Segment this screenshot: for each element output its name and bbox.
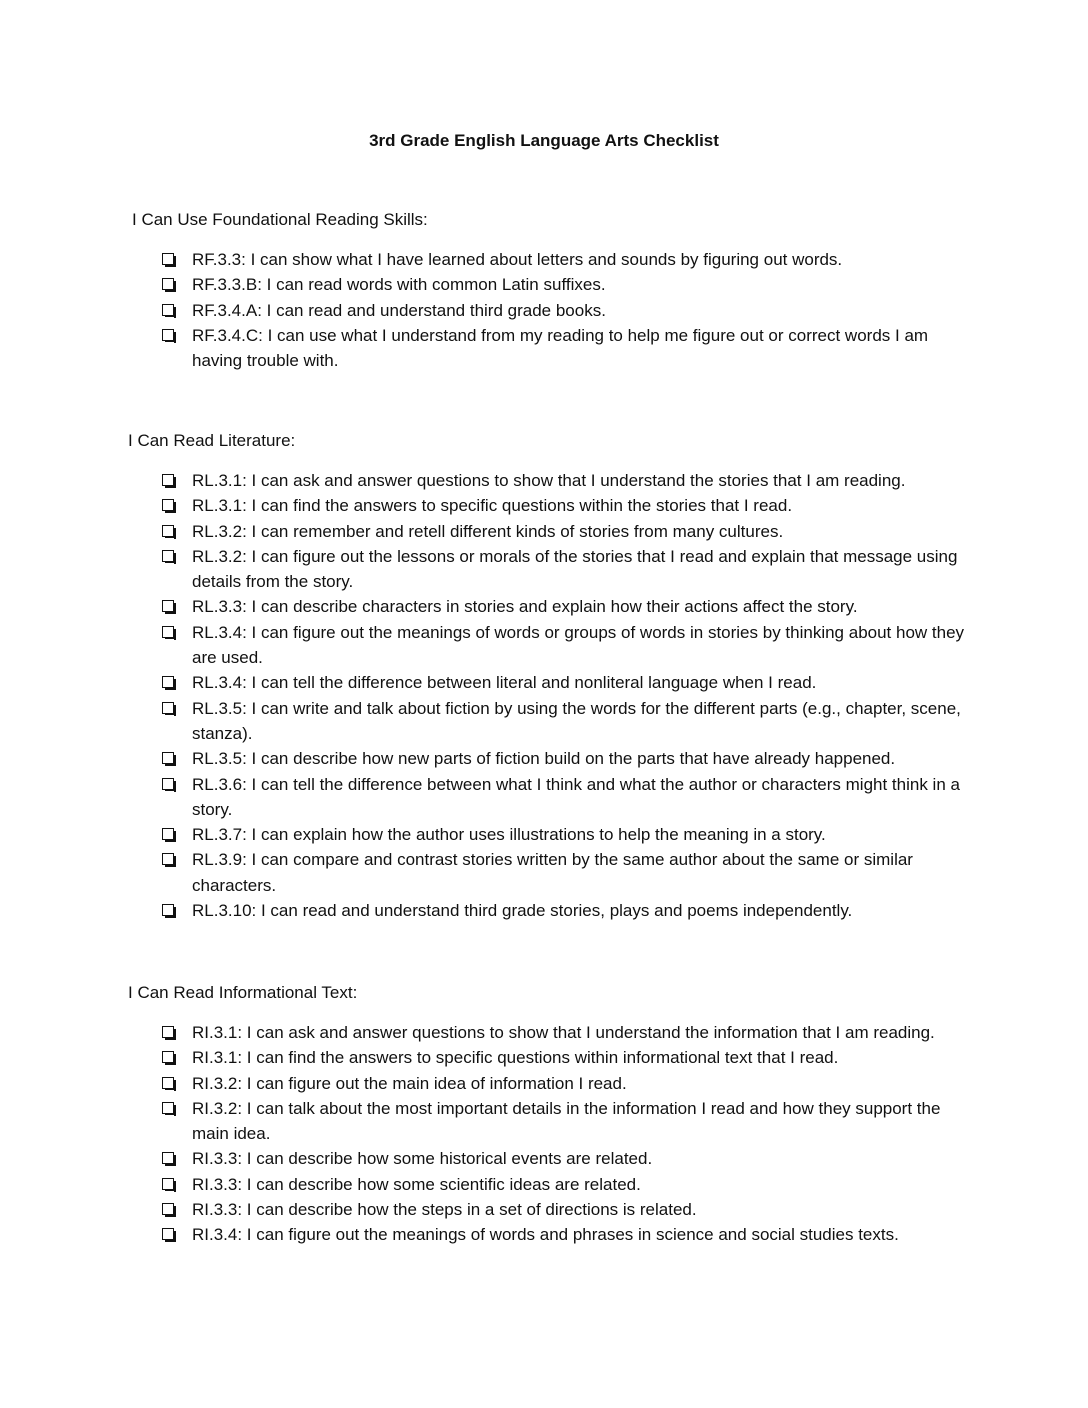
checklist-item-text: RI.3.1: I can ask and answer questions to show that I understand the information that I am reading.: [192, 1023, 935, 1042]
checkbox-icon[interactable]: [162, 904, 174, 916]
checkbox-icon[interactable]: [162, 778, 174, 790]
checklist-item: [128, 1020, 968, 1045]
checklist-item: [128, 696, 968, 747]
checkbox-icon[interactable]: [162, 626, 174, 638]
checklist-item: [128, 544, 968, 595]
checklist-item: [128, 1172, 968, 1197]
checklist-item: [128, 746, 968, 771]
checklist-item: [128, 594, 968, 619]
checklist: [128, 247, 968, 373]
checkbox-icon[interactable]: [162, 600, 174, 612]
checklist-item-text: RF.3.4.A: I can read and understand third grade books.: [192, 300, 606, 320]
checklist-item-text: RL.3.3: I can describe characters in stories and explain how their actions affect the story.: [192, 597, 858, 617]
checklist-item: [128, 620, 968, 671]
section-heading: I Can Read Literature:: [128, 431, 296, 450]
checkbox-icon[interactable]: [162, 676, 174, 688]
section-foundational-reading: [128, 207, 968, 373]
section-heading: I Can Read Informational Text:: [128, 983, 358, 1002]
checklist-item-text: RF.3.3.B: I can read words with common Latin suffixes.: [192, 275, 606, 295]
checkbox-icon[interactable]: [162, 1102, 174, 1114]
section-heading: I Can Use Foundational Reading Skills:: [132, 210, 428, 229]
checkbox-icon[interactable]: [162, 550, 174, 562]
checkbox-icon[interactable]: [162, 253, 174, 265]
checklist-item: [128, 468, 968, 493]
checkbox-icon[interactable]: [162, 329, 174, 341]
checkbox-icon[interactable]: [162, 474, 174, 486]
checkbox-icon[interactable]: [162, 752, 174, 764]
checklist-item-text: RI.3.3: I can describe how the steps in a set of directions is related.: [192, 1200, 697, 1220]
checklist: [128, 1020, 968, 1248]
checklist-item: [128, 1096, 968, 1147]
checklist-item-text: RL.3.10: I can read and understand third grade stories, plays and poems independently.: [192, 901, 853, 921]
checklist-item-text: RL.3.7: I can explain how the author uses illustrations to help the meaning in a story.: [192, 825, 826, 845]
checklist-item: [128, 1146, 968, 1171]
checklist-item: [128, 670, 968, 695]
checklist-item-text: RL.3.5: I can write and talk about fiction by using the words for the different parts (e.g., chapter, scene, stanza).: [192, 698, 961, 743]
checklist-item-text: RI.3.4: I can figure out the meanings of words and phrases in science and social studies texts.: [192, 1225, 899, 1245]
checkbox-icon[interactable]: [162, 1178, 174, 1190]
checklist-item-text: RI.3.3: I can describe how some scientific ideas are related.: [192, 1174, 641, 1194]
checkbox-icon[interactable]: [162, 1077, 174, 1089]
checklist-item: [128, 898, 968, 923]
checklist-item: [128, 1045, 968, 1070]
section-read-literature: [128, 428, 968, 923]
checkbox-icon[interactable]: [162, 1228, 174, 1240]
checkbox-icon[interactable]: [162, 278, 174, 290]
checkbox-icon[interactable]: [162, 525, 174, 537]
checklist-item: [128, 1071, 968, 1096]
checkbox-icon[interactable]: [162, 1152, 174, 1164]
checkbox-icon[interactable]: [162, 828, 174, 840]
checklist-item-text: RL.3.4: I can figure out the meanings of words or groups of words in stories by thinking about how they are used.: [192, 622, 965, 668]
checklist-item: [128, 298, 968, 323]
checkbox-icon[interactable]: [162, 1051, 174, 1063]
checklist-item-text: RF.3.4.C: I can use what I understand from my reading to help me figure out or correct words I am having trouble with.: [192, 325, 929, 371]
checkbox-icon[interactable]: [162, 304, 174, 316]
checklist-item: [128, 1222, 968, 1247]
checklist-item: [128, 847, 968, 898]
checklist-item: [128, 822, 968, 847]
checklist-item-text: RL.3.4: I can tell the difference between literal and nonliteral language when I read.: [192, 673, 817, 693]
checklist-item: [128, 772, 968, 823]
checklist-item: [128, 1197, 968, 1222]
checkbox-icon[interactable]: [162, 1203, 174, 1215]
checklist-item: [128, 272, 968, 297]
checklist-item-text: RL.3.6: I can tell the difference between what I think and what the author or characters might think in a story.: [192, 774, 960, 819]
checklist-item: [128, 323, 968, 374]
checklist-item-text: RL.3.5: I can describe how new parts of fiction build on the parts that have already happened.: [192, 749, 896, 769]
checklist-item-text: RL.3.9: I can compare and contrast stories written by the same author about the same or similar characters.: [192, 850, 913, 895]
checklist-item-text: RI.3.2: I can figure out the main idea of information I read.: [192, 1073, 627, 1093]
checklist-item-text: RI.3.3: I can describe how some historical events are related.: [192, 1149, 653, 1169]
checkbox-icon[interactable]: [162, 499, 174, 511]
checkbox-icon[interactable]: [162, 853, 174, 865]
checklist-item-text: RF.3.3: I can show what I have learned about letters and sounds by figuring out words.: [192, 250, 843, 269]
checklist-item-text: RL.3.1: I can ask and answer questions to show that I understand the stories that I am reading.: [192, 471, 906, 490]
document-title: 3rd Grade English Language Arts Checklist: [369, 131, 719, 150]
checklist-item: [128, 493, 968, 518]
checkbox-icon[interactable]: [162, 1026, 174, 1038]
checklist-item: [128, 247, 968, 272]
checklist-item-text: RL.3.1: I can find the answers to specific questions within the stories that I read.: [192, 496, 793, 516]
checklist-item: [128, 519, 968, 544]
checklist-item-text: RI.3.1: I can find the answers to specific questions within informational text that I read.: [192, 1048, 839, 1068]
section-read-informational-text: [128, 980, 968, 1248]
checkbox-icon[interactable]: [162, 702, 174, 714]
checklist-item-text: RI.3.2: I can talk about the most important details in the information I read and how they support the main idea.: [192, 1098, 941, 1144]
checklist: [128, 468, 968, 923]
checklist-item-text: RL.3.2: I can figure out the lessons or morals of the stories that I read and explain that message using details from the story.: [192, 546, 958, 592]
checklist-item-text: RL.3.2: I can remember and retell different kinds of stories from many cultures.: [192, 521, 784, 541]
